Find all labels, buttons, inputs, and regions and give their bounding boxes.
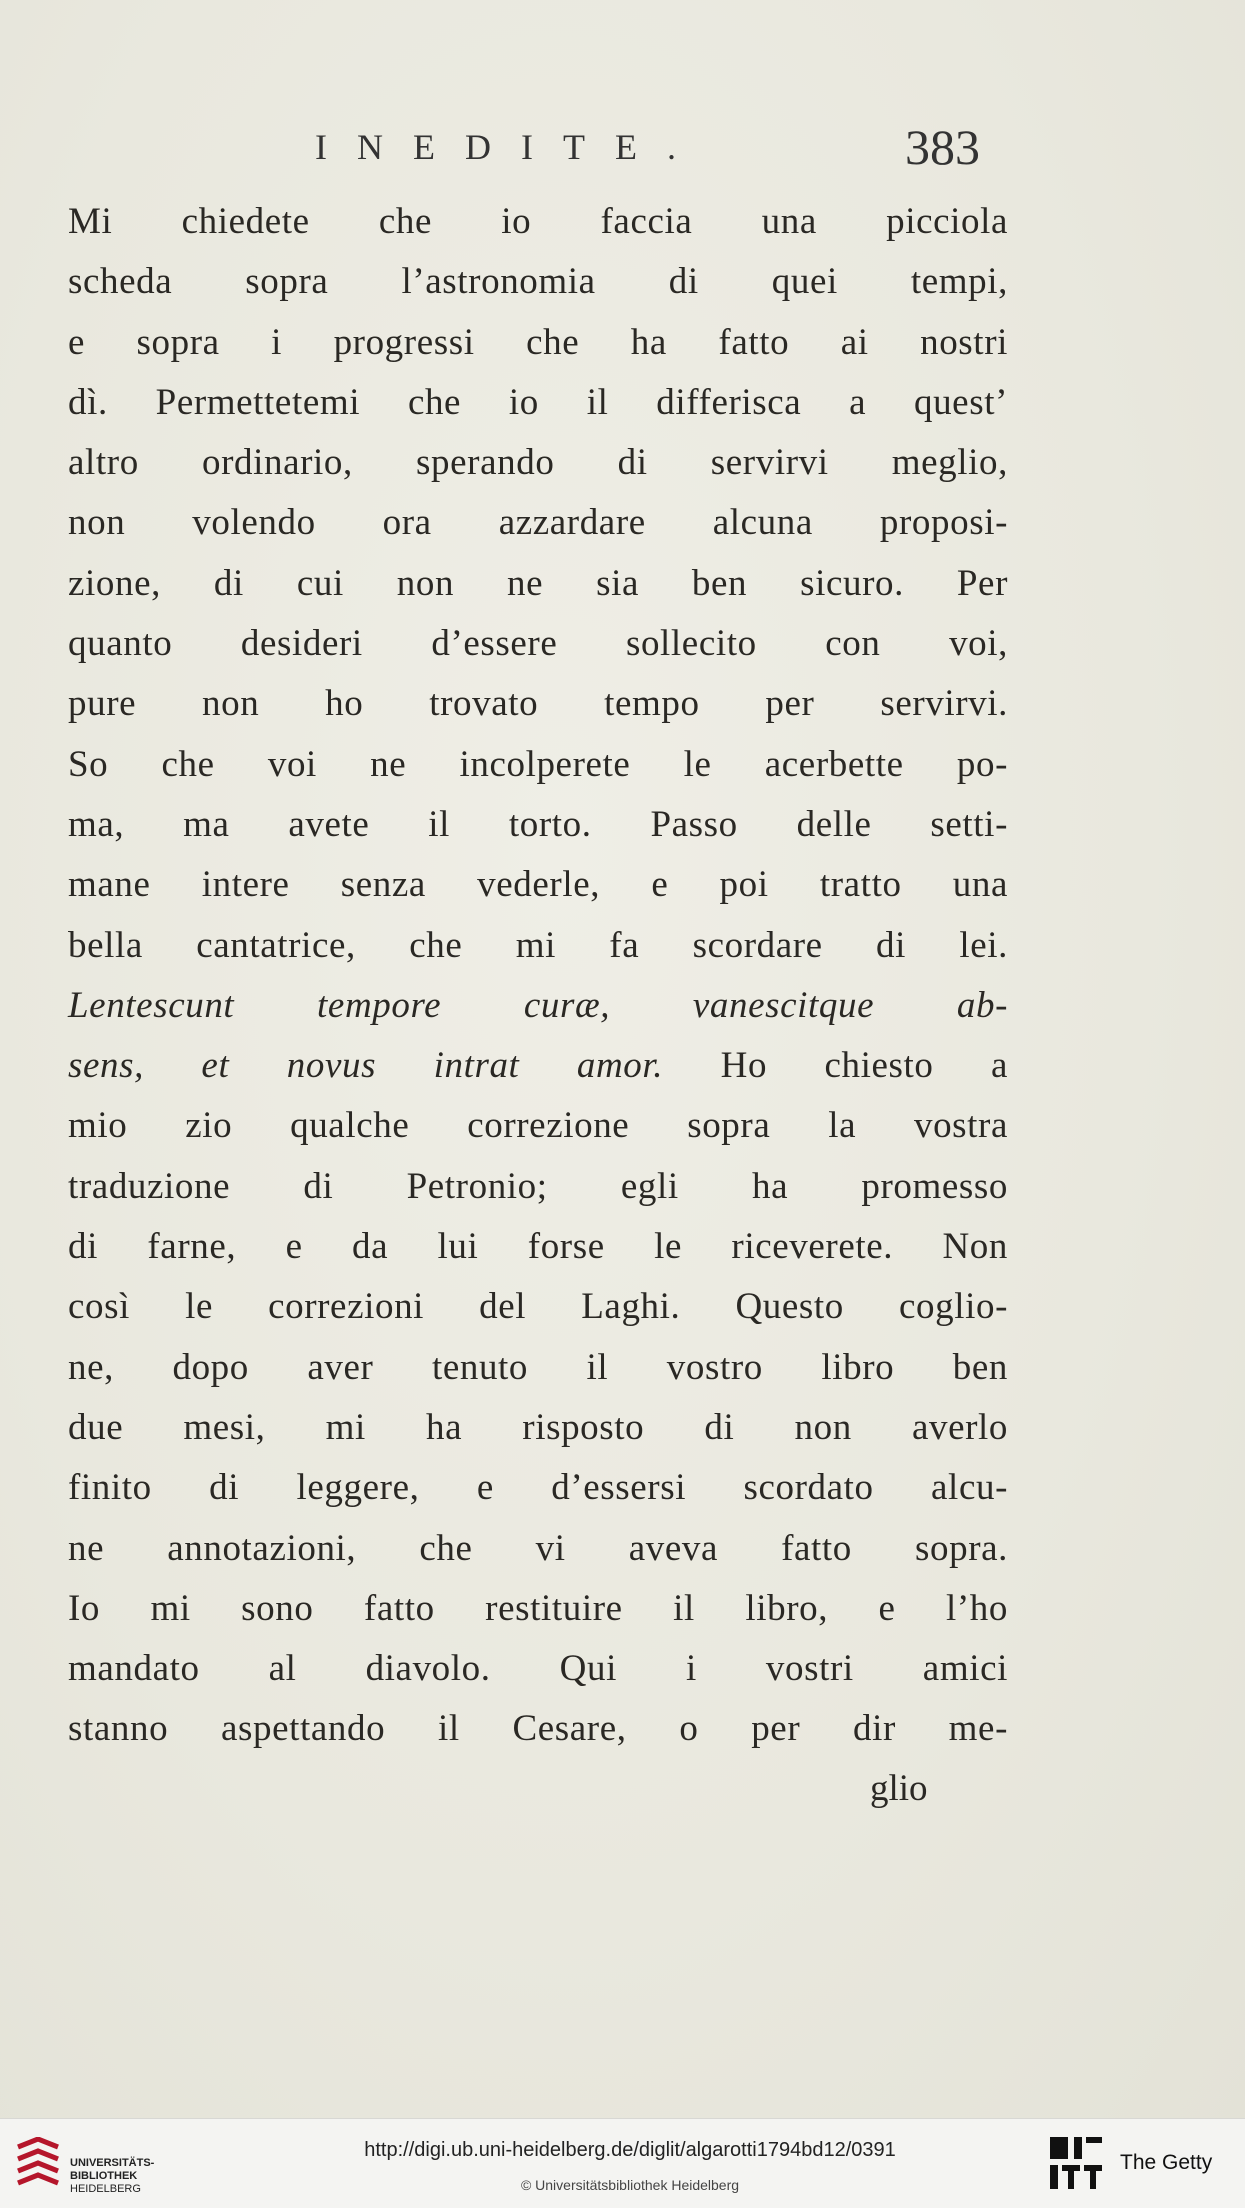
library-logo[interactable] — [14, 2133, 174, 2195]
library-emblem-icon — [14, 2137, 62, 2191]
getty-logo-icon[interactable] — [1046, 2133, 1106, 2193]
text-line: mane intere senza vederle, e poi tratto una — [68, 864, 1008, 906]
text-line: bella cantatrice, che mi fa scordare di lei. — [68, 924, 1008, 966]
text-line: ma, ma avete il torto. Passo delle setti- — [68, 803, 1008, 845]
text-line: dì. Permettetemi che io il differisca a quest’ — [68, 381, 1008, 423]
text-line: così le correzioni del Laghi. Questo coglio- — [68, 1286, 1008, 1328]
text-line: altro ordinario, sperando di servirvi meglio, — [68, 442, 1008, 484]
getty-label: The Getty — [1120, 2151, 1213, 2174]
text-line: quanto desideri d’essere sollecito con voi, — [68, 623, 1008, 665]
text-line: traduzione di Petronio; egli ha promesso — [68, 1165, 1008, 1207]
viewer-footer — [0, 2118, 1245, 2208]
page-number: 383 — [905, 119, 980, 175]
text-line: pure non ho trovato tempo per servirvi. — [68, 683, 1008, 725]
text-line: ne annotazioni, che vi aveva fatto sopra. — [68, 1527, 1008, 1569]
italic-segment: sens, et novus intrat amor. — [68, 1045, 664, 1087]
text-line: zione, di cui non ne sia ben sicuro. Per — [68, 562, 1008, 604]
text-line-italic: Lentescunt tempore curæ, vanescitque ab- — [68, 984, 1008, 1026]
text-line: ne, dopo aver tenuto il vostro libro ben — [68, 1346, 1008, 1388]
source-url[interactable]: http://digi.ub.uni-heidelberg.de/diglit/algarotti1794bd12/0391 — [364, 2139, 896, 2161]
library-name: UNIVERSITÄTS- BIBLIOTHEK HEIDELBERG — [70, 2157, 155, 2195]
copyright-notice: © Universitätsbibliothek Heidelberg — [520, 2177, 740, 2193]
text-line: scheda sopra l’astronomia di quei tempi, — [68, 261, 1008, 303]
page-header — [0, 118, 1245, 188]
text-line: mandato al diavolo. Qui i vostri amici — [68, 1648, 1008, 1690]
running-title: INEDITE. — [315, 127, 706, 167]
text-line: finito di leggere, e d’essersi scordato alcu- — [68, 1467, 1008, 1509]
text-line: e sopra i progressi che ha fatto ai nostri — [68, 321, 1008, 363]
catchword: glio — [870, 1768, 928, 1809]
text-line: di farne, e da lui forse le riceverete. Non — [68, 1226, 1008, 1268]
text-line: non volendo ora azzardare alcuna proposi- — [68, 502, 1008, 544]
text-line: Io mi sono fatto restituire il libro, e l’ho — [68, 1587, 1008, 1629]
text-line: So che voi ne incolperete le acerbette po- — [68, 743, 1008, 785]
text-line: stanno aspettando il Cesare, o per dir me- — [68, 1708, 1008, 1750]
body-text — [68, 192, 1008, 1760]
text-line: mio zio qualche correzione sopra la vostra — [68, 1105, 1008, 1147]
text-line: Mi chiedete che io faccia una picciola — [68, 201, 1008, 242]
text-line: due mesi, mi ha risposto di non averlo — [68, 1406, 1008, 1448]
roman-segment: Ho chiesto a — [663, 1045, 1008, 1087]
text-line-mixed — [68, 1036, 1008, 1096]
